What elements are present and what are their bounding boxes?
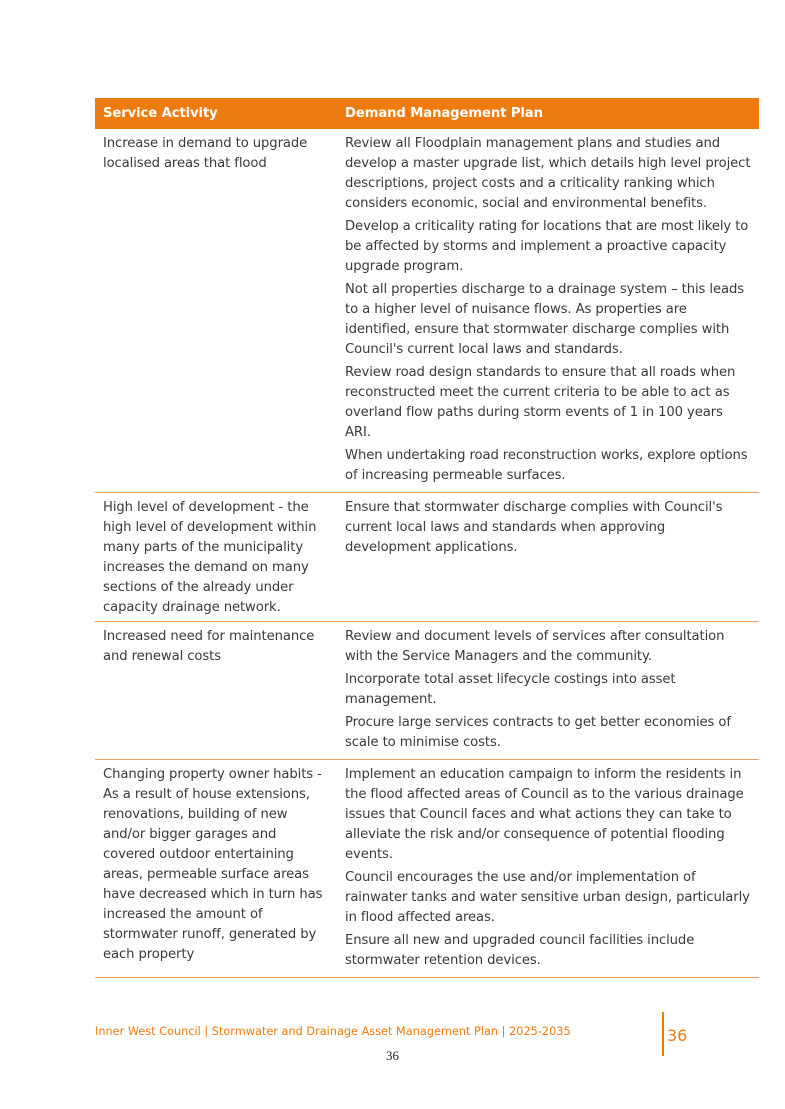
plan-paragraph: Implement an education campaign to inform the residents in the flood affected areas of Council as to the various drainage issues that Council faces and what actions they can take to alleviate the risk and/or consequence of potential flooding events. — [345, 767, 744, 862]
demand-plan-cell — [337, 760, 759, 978]
plan-paragraph: Develop a criticality rating for locations that are most likely to be affected by storms and implement a proactive capacity upgrade program. — [345, 219, 749, 274]
plan-paragraph: Council encourages the use and/or implementation of rainwater tanks and water sensitive urban design, particularly in flood affected areas. — [345, 870, 750, 925]
demand-plan-cell — [337, 493, 759, 622]
table-header — [95, 98, 759, 129]
footer-title: Inner West Council | Stormwater and Drainage Asset Management Plan | 2025-2035 — [95, 1025, 571, 1038]
table-row — [95, 129, 759, 493]
demand-plan-cell — [337, 129, 759, 493]
table-header-row — [95, 98, 759, 129]
service-activity-cell: Increased need for maintenance and renewal costs — [95, 622, 337, 760]
plan-paragraph: Review all Floodplain management plans and studies and develop a master upgrade list, which details high level project descriptions, project costs and a criticality ranking which considers economic, social and environmental benefits. — [345, 136, 751, 211]
plan-paragraph: Procure large services contracts to get better economies of scale to minimise costs. — [345, 715, 731, 750]
plan-paragraph: Incorporate total asset lifecycle costings into asset management. — [345, 672, 676, 707]
plan-paragraph: Ensure all new and upgraded council facilities include stormwater retention devices. — [345, 933, 695, 968]
table-body — [95, 129, 759, 978]
table-row — [95, 493, 759, 622]
service-activity-cell: Increase in demand to upgrade localised areas that flood — [95, 129, 337, 493]
service-activity-cell: High level of development - the high level of development within many parts of the municipality increases the demand on many sections of the already under capacity drainage network. — [95, 493, 337, 622]
service-activity-cell: Changing property owner habits - As a result of house extensions, renovations, building of new and/or bigger garages and covered outdoor entertaining areas, permeable surface areas have decreased which in turn has increased the amount of stormwater runoff, generated by each property — [95, 760, 337, 978]
footer-page-badge: 36 — [667, 1026, 688, 1045]
table-row — [95, 622, 759, 760]
plan-paragraph: Review road design standards to ensure that all roads when reconstructed meet the current criteria to be able to act as overland flow paths during storm events of 1 in 100 years ARI. — [345, 365, 736, 440]
plan-paragraph: Ensure that stormwater discharge complies with Council's current local laws and standards when approving development applications. — [345, 500, 723, 555]
header-demand-management-plan: Demand Management Plan — [337, 98, 759, 129]
header-service-activity: Service Activity — [95, 98, 337, 129]
plan-paragraph: Not all properties discharge to a drainage system – this leads to a higher level of nuisance flows. As properties are identified, ensure that stormwater discharge complies with Council's current local laws and standards. — [345, 282, 745, 357]
demand-plan-cell — [337, 622, 759, 760]
demand-management-table — [95, 98, 759, 978]
plan-paragraph: Review and document levels of services after consultation with the Service Managers and the community. — [345, 629, 725, 664]
page-number: 36 — [386, 1048, 399, 1063]
plan-paragraph: When undertaking road reconstruction works, explore options of increasing permeable surfaces. — [345, 448, 748, 483]
table-row — [95, 760, 759, 978]
